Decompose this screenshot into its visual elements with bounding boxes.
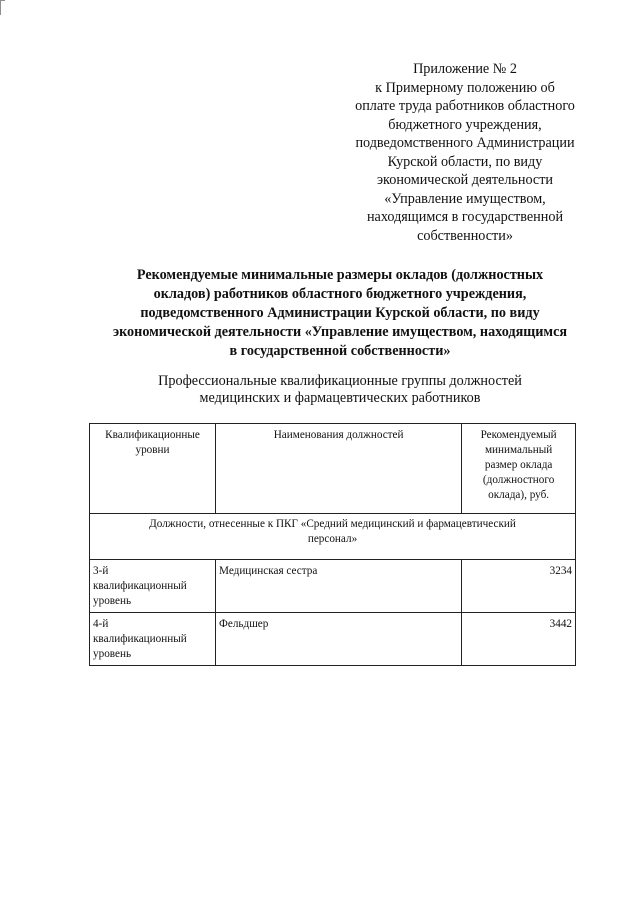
appendix-line: «Управление имуществом,: [384, 190, 546, 207]
table-row: [90, 560, 576, 613]
subtitle-line: Профессиональные квалификационные группы должностей: [158, 373, 522, 389]
title-line: подведомственного Администрации Курской области, по виду: [140, 305, 540, 321]
level-text: квалификационный: [93, 580, 187, 592]
group-cell: [90, 514, 576, 560]
appendix-note: [330, 60, 600, 245]
header-text: уровни: [135, 444, 170, 456]
subtitle-line: медицинских и фармацевтических работников: [199, 390, 481, 406]
level-cell: [90, 560, 216, 613]
header-position-names: [216, 424, 462, 514]
appendix-line: экономической деятельности: [376, 172, 554, 188]
title-line: Рекомендуемые минимальные размеры окладов (должностных: [136, 267, 544, 283]
salary-cell: 3442: [462, 613, 576, 666]
salary-cell: 3234: [462, 560, 576, 613]
scan-corner-mark: [0, 0, 5, 15]
position-cell: Медицинская сестра: [216, 560, 462, 613]
header-min-salary: [462, 424, 576, 514]
header-text: Квалификационные: [105, 429, 200, 441]
level-cell: [90, 613, 216, 666]
header-text: размер оклада: [484, 459, 553, 471]
header-text: оклада), руб.: [488, 489, 550, 501]
section-subtitle: [60, 373, 620, 407]
table-header-row: [90, 424, 576, 514]
group-text: персонал»: [307, 533, 358, 545]
header-text: минимальный: [484, 444, 553, 456]
title-line: в государственной собственности»: [229, 343, 451, 359]
header-qualification-levels: [90, 424, 216, 514]
level-text: 3-й: [93, 565, 109, 577]
appendix-line: Приложение № 2: [413, 61, 517, 77]
group-row: [90, 514, 576, 560]
level-text: уровень: [93, 595, 132, 607]
appendix-line: находящимся в государственной: [366, 209, 564, 225]
header-text: Рекомендуемый: [480, 429, 557, 441]
table-row: [90, 613, 576, 666]
appendix-line: к Примерному положению об: [375, 79, 555, 96]
appendix-line: оплате труда работников областного: [355, 98, 575, 114]
title-line: окладов) работников областного бюджетного учреждения,: [153, 286, 527, 302]
appendix-line: бюджетного учреждения,: [388, 116, 542, 133]
level-text: 4-й: [93, 618, 109, 630]
group-text: Должности, отнесенные к ПКГ «Средний медицинский и фармацевтический: [149, 518, 516, 530]
appendix-line: собственности»: [417, 227, 513, 244]
salary-table: [89, 423, 576, 666]
header-text: Наименования должностей: [273, 429, 404, 441]
appendix-line: Курской области, по виду: [387, 153, 543, 170]
document-title: [60, 266, 620, 361]
position-cell: Фельдшер: [216, 613, 462, 666]
level-text: уровень: [93, 648, 132, 660]
level-text: квалификационный: [93, 633, 187, 645]
title-line: экономической деятельности «Управление имуществом, находящимся: [112, 324, 568, 340]
appendix-line: подведомственного Администрации: [355, 135, 575, 151]
header-text: (должностного: [482, 474, 555, 486]
